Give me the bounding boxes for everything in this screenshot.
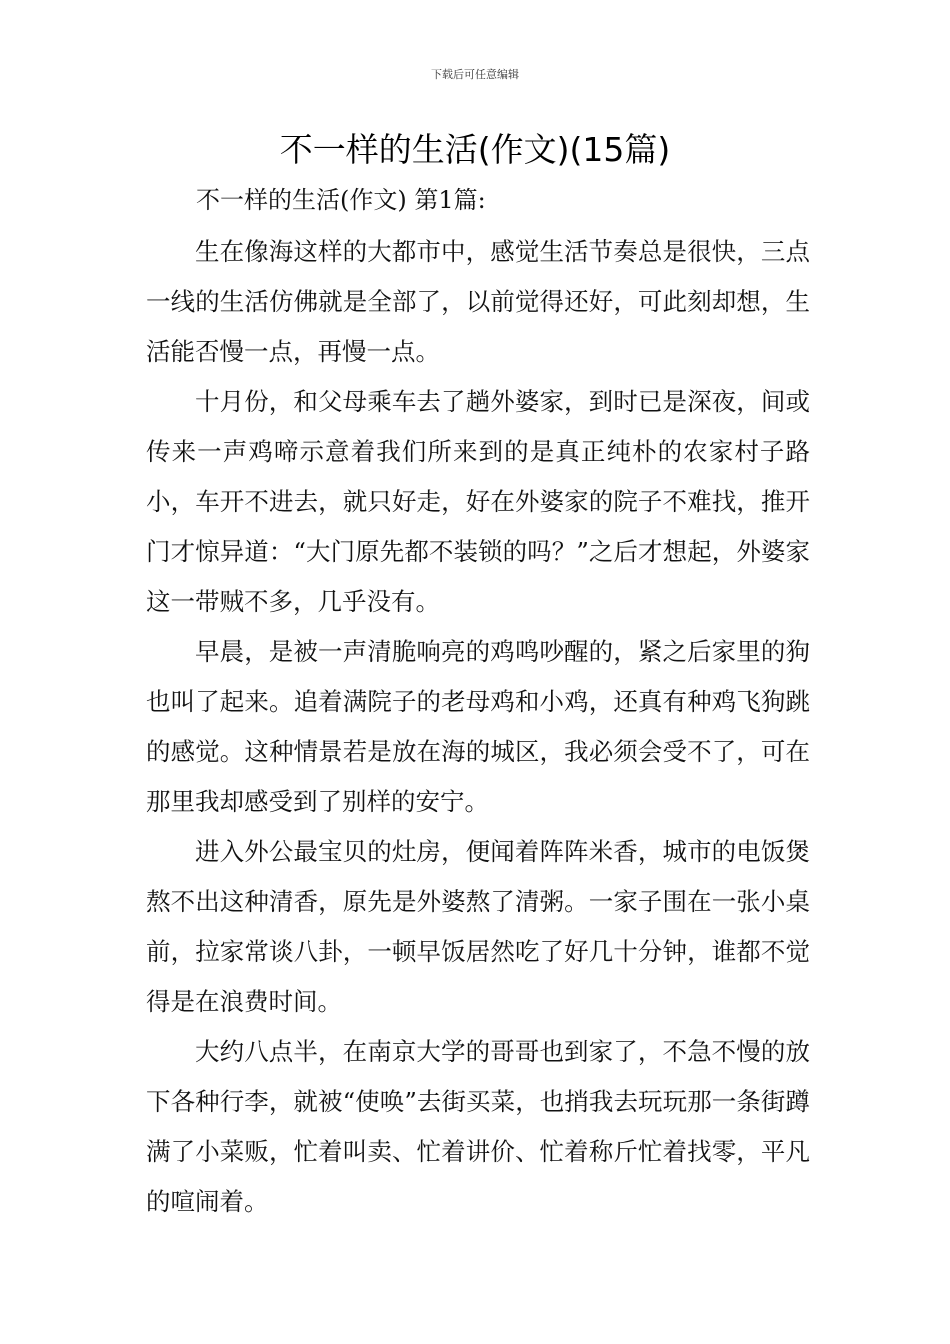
paragraph-1: 生在像海这样的大都市中，感觉生活节奏总是很快，三点一线的生活仿佛就是全部了，以前觉得还好，可此刻却想，生活能否慢一点，再慢一点。 — [146, 237, 810, 366]
paragraph-3: 早晨，是被一声清脆响亮的鸡鸣吵醒的，紧之后家里的狗也叫了起来。追着满院子的老母鸡和小鸡，还真有种鸡飞狗跳的感觉。这种情景若是放在海的城区，我必须会受不了，可在那里我却感受到了别样的安宁。 — [146, 637, 810, 816]
paragraph-2: 十月份，和父母乘车去了趟外婆家，到时已是深夜，间或传来一声鸡啼示意着我们所来到的是真正纯朴的农家村子路小，车开不进去，就只好走，好在外婆家的院子不难找，推开门才惊异道：“大门原先都不装锁的吗？”之后才想起，外婆家这一带贼不多，几乎没有。 — [146, 387, 810, 616]
paragraph-4: 进入外公最宝贝的灶房，便闻着阵阵米香，城市的电饭煲熬不出这种清香，原先是外婆熬了清粥。一家子围在一张小桌前，拉家常谈八卦，一顿早饭居然吃了好几十分钟，谁都不觉得是在浪费时间。 — [146, 837, 810, 1016]
body-text — [146, 227, 810, 1227]
section-heading: 不一样的生活(作文) 第1篇: — [196, 186, 486, 214]
header-note: 下载后可任意编辑 — [431, 68, 519, 81]
document-title: 不一样的生活(作文)(15篇) — [279, 130, 671, 169]
paragraph-5: 大约八点半，在南京大学的哥哥也到家了，不急不慢的放下各种行李，就被“使唤”去街买菜，也捎我去玩玩那一条街蹲满了小菜贩，忙着叫卖、忙着讲价、忙着称斤忙着找零，平凡的喧闹着。 — [146, 1037, 810, 1216]
